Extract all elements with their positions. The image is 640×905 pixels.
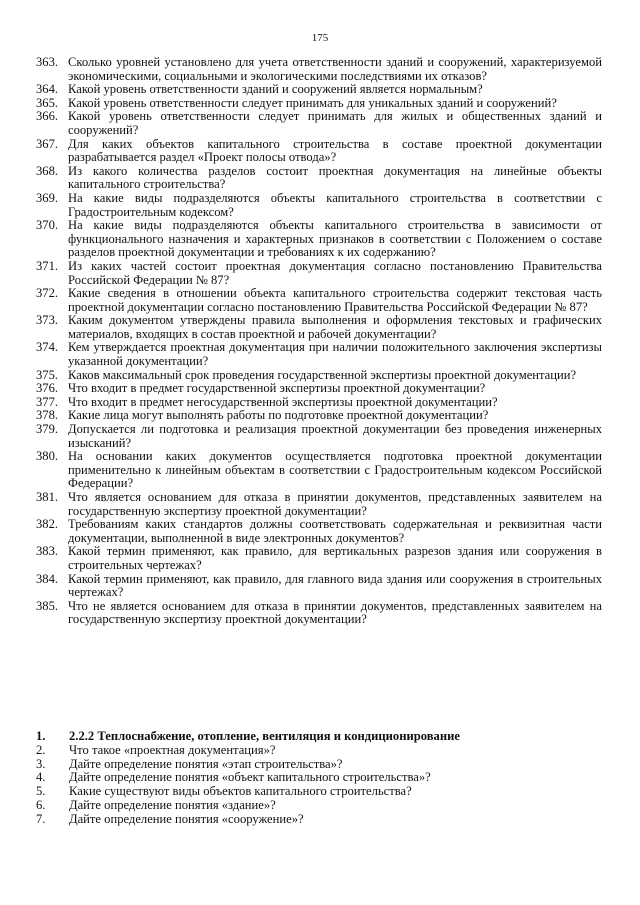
question-number: 378. (36, 408, 59, 423)
question-text: Сколько уровней установлено для учета ответственности зданий и сооружений, характеризуемой экономическими, социальными и экологическими последствиями их отказов? (68, 55, 602, 83)
question-text: Что не является основанием для отказа в принятии документов, представленных заявителем на государственную экспертизу проектной документации? (68, 598, 602, 627)
question-item (36, 341, 602, 368)
question-text: Что является основанием для отказа в принятии документов, представленных заявителем на государственную экспертизу проектной документации? (68, 490, 602, 518)
question-item (36, 83, 602, 97)
section-item-text: Какие существуют виды объектов капитального строительства? (69, 784, 412, 799)
section-item-number: 4. (36, 770, 46, 785)
question-item (36, 600, 602, 627)
question-number: 371. (36, 258, 59, 273)
question-number: 376. (36, 381, 59, 396)
question-text: Из каких частей состоит проектная документация согласно постановлению Правительства Российской Федерации № 87? (68, 258, 602, 287)
section-item-number: 6. (36, 797, 46, 812)
section-item-text: Дайте определение понятия «объект капитального строительства»? (69, 770, 431, 785)
question-number: 379. (36, 422, 59, 437)
question-item (36, 518, 602, 545)
section-item-text: Дайте определение понятия «здание»? (69, 797, 276, 812)
question-number: 375. (36, 367, 59, 382)
question-text: Какой уровень ответственности зданий и сооружений является нормальным? (68, 82, 483, 97)
question-number: 382. (36, 517, 59, 532)
question-item (36, 369, 602, 383)
question-item (36, 138, 602, 165)
question-text: На какие виды подразделяются объекты капитального строительства в соответствии с Градостроительным кодексом? (68, 190, 602, 219)
question-text: Какой уровень ответственности следует принимать для жилых и общественных зданий и сооружений? (68, 109, 602, 137)
question-item (36, 314, 602, 341)
question-number: 384. (36, 571, 59, 586)
question-item (36, 545, 602, 572)
question-number: 383. (36, 544, 59, 559)
question-number: 381. (36, 490, 59, 504)
question-number: 374. (36, 340, 59, 355)
question-text: Для каких объектов капитального строительства в составе проектной документации разрабатывается раздел «Проект полосы отвода»? (68, 136, 602, 165)
section-heading (36, 730, 602, 744)
section-item (36, 799, 602, 813)
question-text: На какие виды подразделяются объекты капитального строительства в зависимости от функционального назначения и характерных признаков в соответствии с Положением о составе разделов проектной документации и требованиях к их содержанию? (68, 218, 602, 260)
section-heading-text: 2.2.2 Теплоснабжение, отопление, вентиляция и кондиционирование (69, 729, 460, 743)
question-number: 377. (36, 394, 59, 409)
question-number: 380. (36, 449, 59, 464)
question-item (36, 423, 602, 450)
question-number: 370. (36, 218, 59, 233)
section-item (36, 758, 602, 772)
question-item (36, 396, 602, 410)
question-item (36, 219, 602, 260)
section-item-number: 7. (36, 811, 46, 826)
section-item-number: 5. (36, 784, 46, 799)
question-number: 368. (36, 163, 59, 178)
section-item-number: 2. (36, 742, 46, 757)
page-number: 175 (311, 32, 329, 44)
question-text: Каков максимальный срок проведения государственной экспертизы проектной документации? (68, 367, 577, 382)
section-list (36, 730, 602, 827)
question-number: 365. (36, 95, 59, 110)
question-item (36, 287, 602, 314)
section-item-text: Дайте определение понятия «этап строительства»? (69, 756, 343, 771)
question-number: 369. (36, 190, 59, 205)
question-number: 385. (36, 598, 59, 613)
question-number: 363. (36, 55, 59, 69)
question-number: 364. (36, 82, 59, 97)
question-text: На основании каких документов осуществляется подготовка проектной документации применительно к линейным объектам в соответствии с Градостроительным кодексом Российской Федерации? (68, 449, 602, 491)
section-item-text: Дайте определение понятия «сооружение»? (69, 811, 304, 826)
question-number: 372. (36, 286, 59, 301)
section-item (36, 744, 602, 758)
section-item (36, 771, 602, 785)
question-item (36, 97, 602, 111)
question-text: Из какого количества разделов состоит проектная документация на линейные объекты капитального строительства? (68, 163, 602, 192)
question-text: Что входит в предмет государственной экспертизы проектной документации? (68, 381, 486, 396)
question-number: 366. (36, 109, 59, 124)
section-item-number: 3. (36, 756, 46, 771)
question-list (36, 56, 602, 627)
question-item (36, 491, 602, 518)
question-item (36, 573, 602, 600)
question-text: Каким документом утверждены правила выполнения и оформления текстовых и графических материалов, входящих в состав проектной и рабочей документации? (68, 313, 602, 341)
question-text: Какие сведения в отношении объекта капитального строительства содержит текстовая часть проектной документации согласно постановлению Правительства Российской Федерации № 87? (68, 286, 602, 314)
question-text: Какой термин применяют, как правило, для вертикальных разрезов здания или сооружения в строительных чертежах? (68, 544, 602, 572)
question-item (36, 409, 602, 423)
question-text: Кем утверждается проектная документация при наличии положительного заключения экспертизы указанной документации? (68, 340, 602, 369)
question-text: Какой термин применяют, как правило, для главного вида здания или сооружения в строительных чертежах? (68, 571, 602, 600)
question-text: Какой уровень ответственности следует принимать для уникальных зданий и сооружений? (68, 95, 557, 110)
question-text: Что входит в предмет негосударственной экспертизы проектной документации? (68, 394, 498, 409)
question-item (36, 192, 602, 219)
section-item (36, 785, 602, 799)
question-item (36, 382, 602, 396)
section-heading-number: 1. (36, 729, 46, 743)
question-item (36, 56, 602, 83)
section-item-text: Что такое «проектная документация»? (69, 742, 276, 757)
question-item (36, 165, 602, 192)
question-text: Какие лица могут выполнять работы по подготовке проектной документации? (68, 408, 489, 423)
question-number: 373. (36, 313, 59, 328)
question-item (36, 450, 602, 491)
question-text: Допускается ли подготовка и реализация проектной документации без проведения инженерных изысканий? (68, 422, 602, 450)
question-item (36, 110, 602, 137)
question-text: Требованиям каких стандартов должны соответствовать содержательная и реквизитная части документации, выполненной в виде электронных документов? (68, 517, 602, 545)
question-item (36, 260, 602, 287)
question-number: 367. (36, 136, 59, 151)
section-item (36, 813, 602, 827)
